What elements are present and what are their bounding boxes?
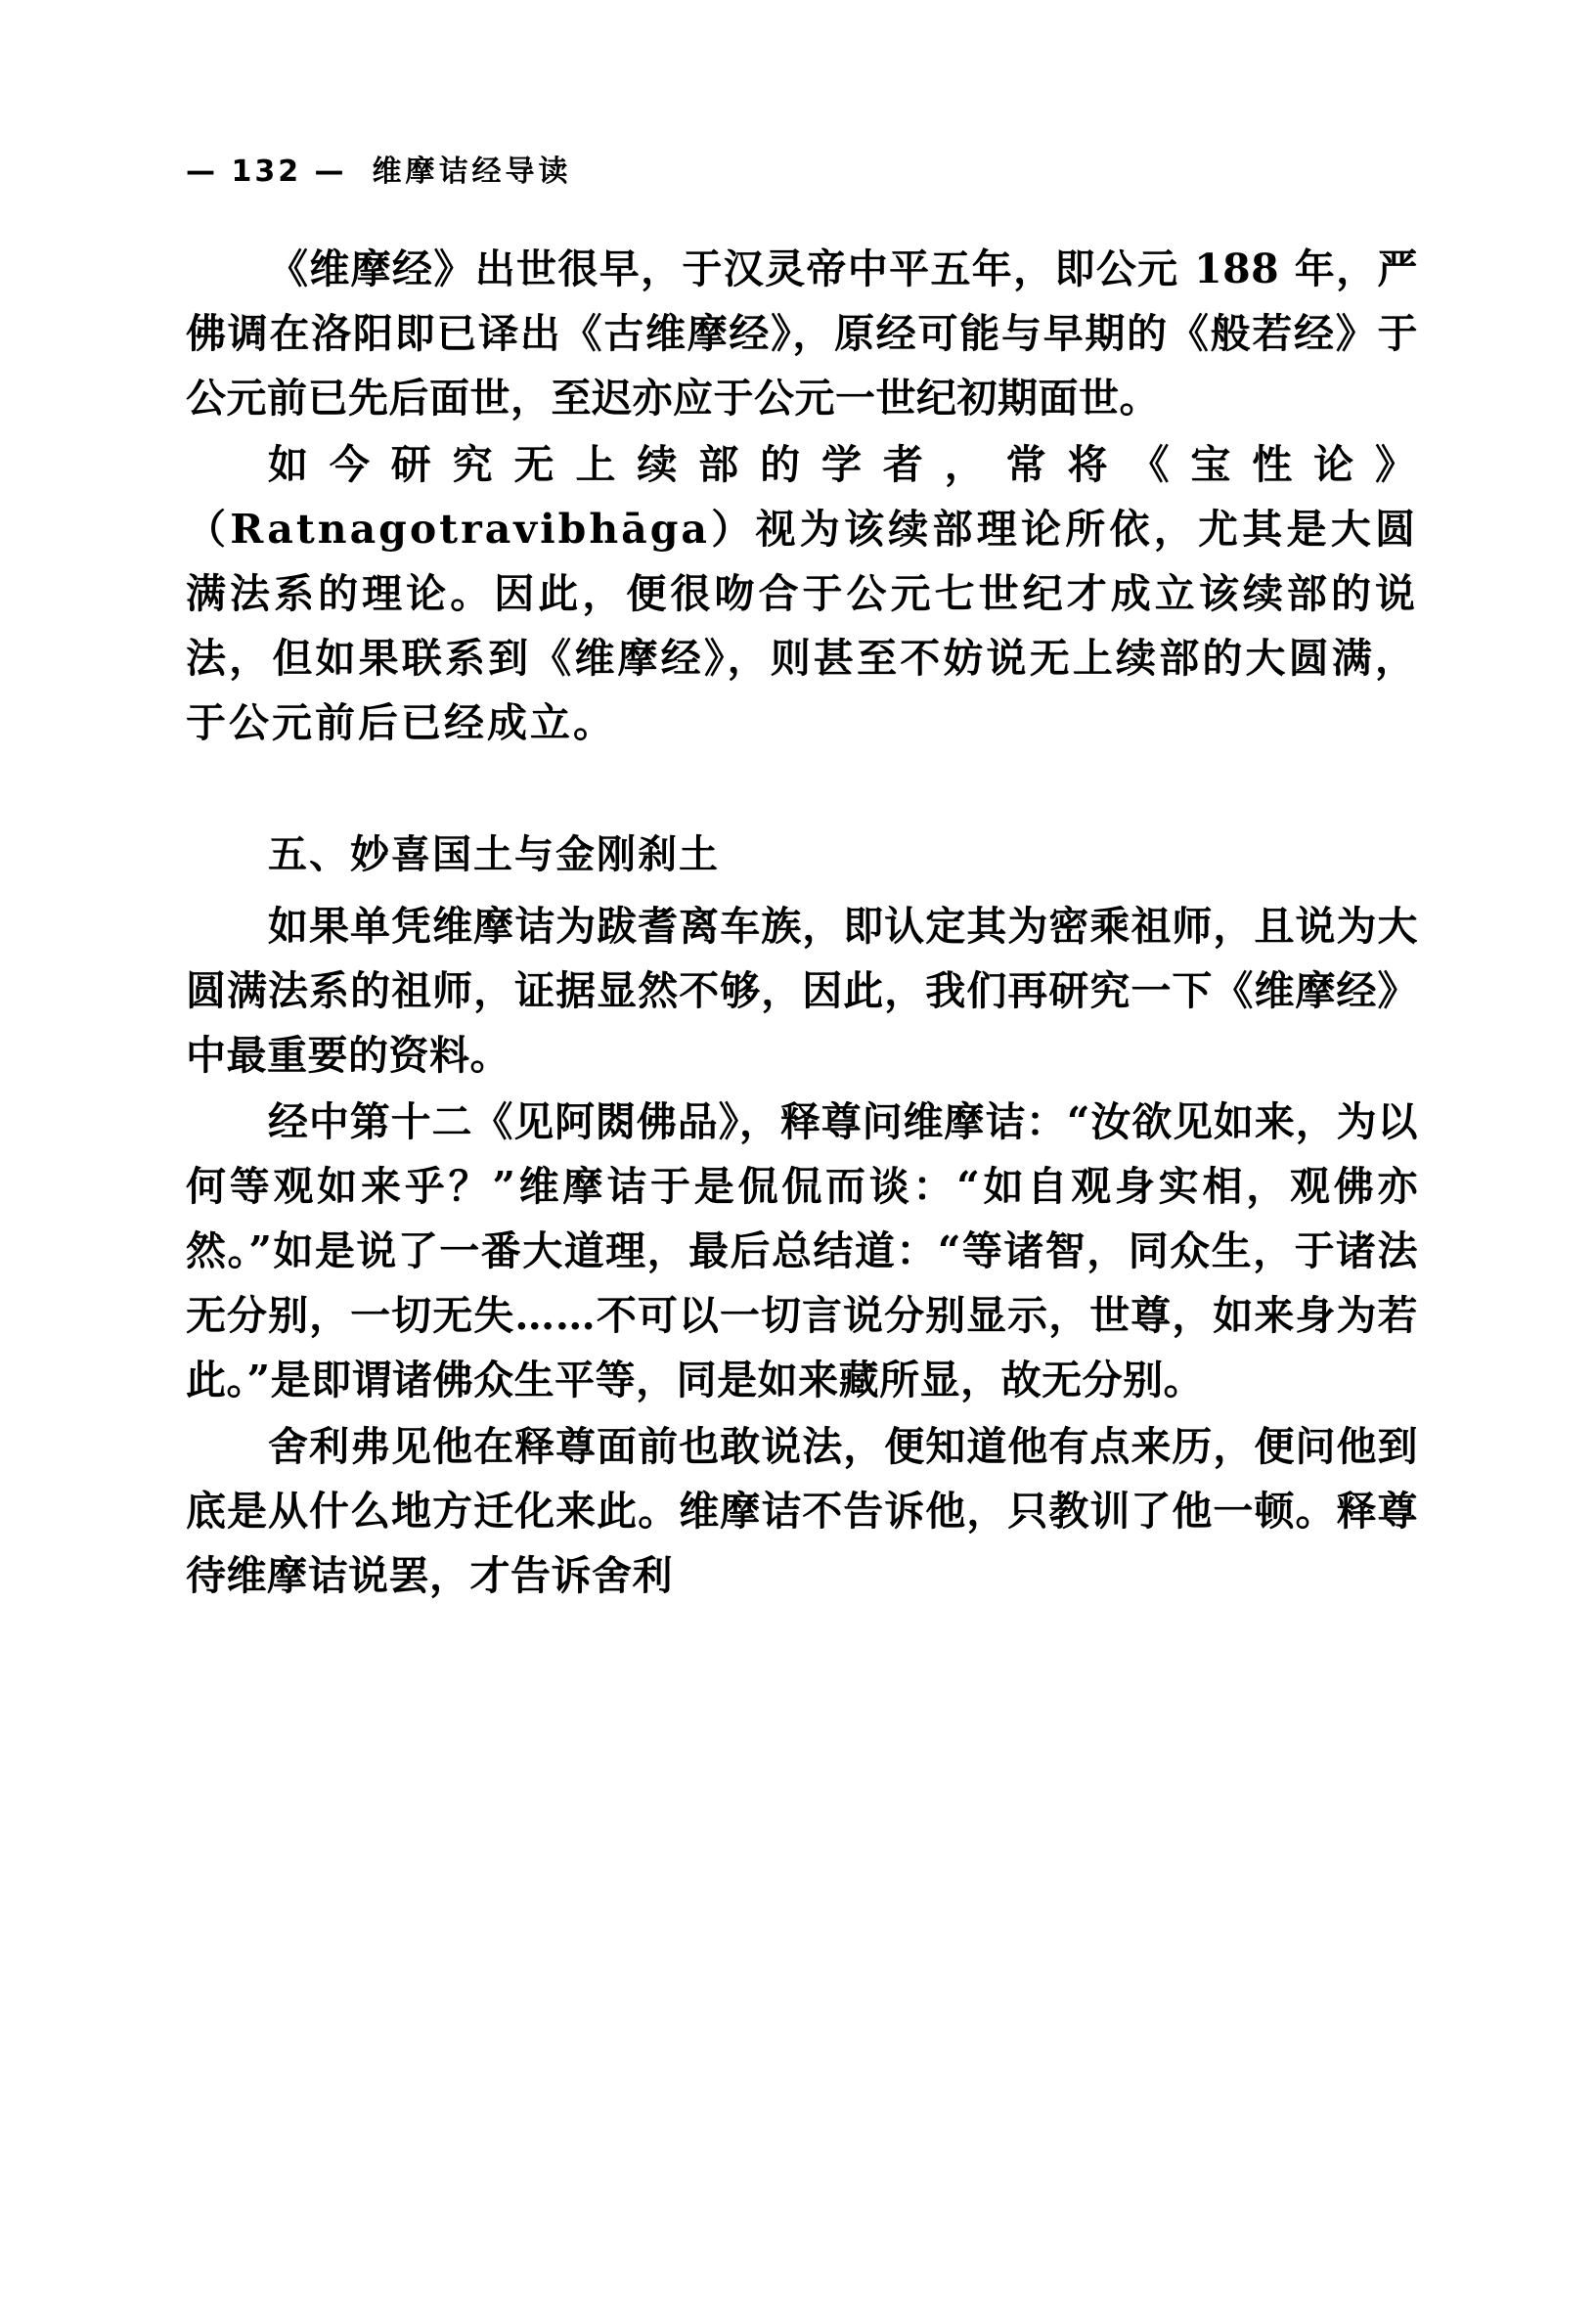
page-number: — 132 — [186,155,347,189]
section-heading: 五、妙喜国土与金刚刹土 [268,832,720,877]
paragraph: 《维摩经》出世很早，于汉灵帝中平五年，即公元 188 年，严佛调在洛阳即已译出《古维摩经》，原经可能与早期的《般若经》于公元前已先后面世，至迟亦应于公元一世纪初期面世。 [186,245,1418,422]
paragraph: 舍利弗见他在释尊面前也敢说法，便知道他有点来历，便问他到底是从什么地方迁化来此。维摩诘不告诉他，只教训了他一顿。释尊待维摩诘说罢，才告诉舍利 [186,1423,1418,1599]
page-content [186,147,1418,1610]
paragraph: 如果单凭维摩诘为跋耆离车族，即认定其为密乘祖师，且说为大圆满法系的祖师，证据显然不够，因此，我们再研究一下《维摩经》中最重要的资料。 [186,903,1418,1079]
paragraph: 经中第十二《见阿閦佛品》，释尊问维摩诘：“汝欲见如来，为以何等观如来乎？”维摩诘于是侃侃而谈：“如自观身实相，观佛亦然。”如是说了一番大道理，最后总结道：“等诸智，同众生，于诸法无分别，一切无失……不可以一切言说分别显示，世尊，如来身为若此。”是即谓诸佛众生平等，同是如来藏所显，故无分别。 [186,1098,1418,1403]
paragraph: 如今研究无上续部的学者，常将《宝性论》（Ratnagotravibhāga）视为该续部理论所依，尤其是大圆满法系的理论。因此，便很吻合于公元七世纪才成立该续部的说法，但如果联系到《维摩经》，则甚至不妨说无上续部的大圆满，于公元前后已经成立。 [186,441,1418,746]
running-title: 维摩诘经导读 [372,155,572,189]
body-text [186,237,1418,1608]
page-header [186,147,1418,190]
